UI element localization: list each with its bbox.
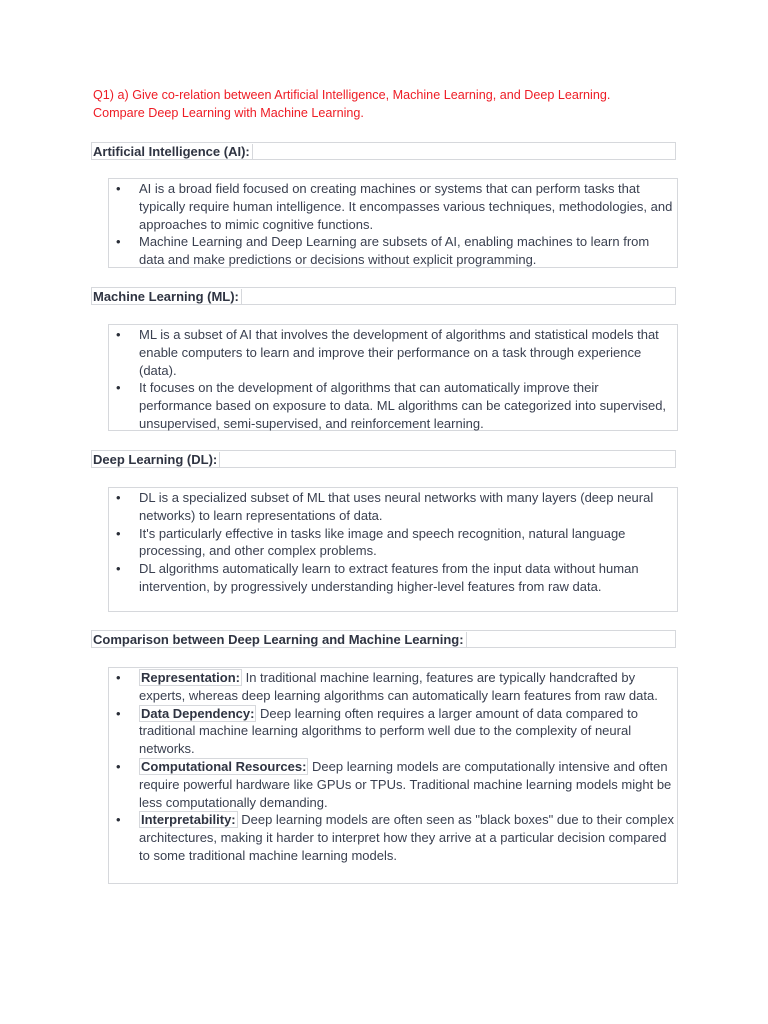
term-interpretability: Interpretability: [141,812,236,828]
list-item: • It focuses on the development of algorithms that can automatically improve their performance based on exposure to data. ML algorithms can be categorized into supervised, unsupervised, semi-supervised, and reinforcement learning. [109,379,675,432]
list-item: • It's particularly effective in tasks like image and speech recognition, natural language processing, and other complex problems. [109,525,675,561]
list-item: • DL algorithms automatically learn to extract features from the input data without human intervention, by progressively understanding higher-level features from raw data. [109,560,675,596]
list-item [109,705,675,758]
heading-ai [91,142,676,160]
list-item [109,758,675,811]
term-representation: Representation: [141,670,240,685]
list-item [109,669,675,705]
dl-bullet-box [108,487,678,612]
heading-comparison [91,630,676,648]
question-line-1: Q1) a) Give co-relation between Artificial Intelligence, Machine Learning, and Deep Learning. [93,88,611,102]
heading-dl [91,450,676,468]
desc-data-dependency: Deep learning often requires a larger amount of data compared to traditional machine learning algorithms to perform well due to the complexity of neural networks. [139,705,638,757]
heading-ml-text: Machine Learning (ML): [93,289,242,304]
desc-computational-resources: Deep learning models are computationally intensive and often require powerful hardware like GPUs or TPUs. Traditional machine learning models might be less computationally demanding. [139,758,672,810]
desc-representation: In traditional machine learning, features are typically handcrafted by experts, whereas deep learning algorithms can automatically learn features from raw data. [139,670,658,703]
term-data-dependency: Data Dependency: [141,705,255,721]
question-line-2: Compare Deep Learning with Machine Learning. [93,105,364,120]
heading-comparison-text: Comparison between Deep Learning and Machine Learning: [93,632,467,647]
desc-interpretability: Deep learning models are often seen as "black boxes" due to their complex architectures, making it harder to interpret how they arrive at a particular decision compared to some traditional machine learning models. [139,812,674,863]
heading-dl-text: Deep Learning (DL): [93,452,220,467]
list-item: • DL is a specialized subset of ML that uses neural networks with many layers (deep neural networks) to learn representations of data. [109,489,675,525]
comparison-bullet-list [109,669,675,865]
dl-bullet-list [109,489,675,596]
comparison-bullet-box [108,667,678,884]
list-item: • AI is a broad field focused on creating machines or systems that can perform tasks that typically require human intelligence. It encompasses various techniques, methodologies, and approaches to mimic cognitive functions. [109,180,675,233]
term-computational-resources: Computational Resources: [141,758,307,774]
list-item: • ML is a subset of AI that involves the development of algorithms and statistical models that enable computers to learn and improve their performance on a task through experience (data). [109,326,675,379]
ml-bullet-box [108,324,678,431]
heading-ml [91,287,676,305]
list-item: • Machine Learning and Deep Learning are subsets of AI, enabling machines to learn from data and make predictions or decisions without explicit programming. [109,233,675,269]
ai-bullet-box [108,178,678,268]
ai-bullet-list [109,180,675,269]
ml-bullet-list [109,326,675,433]
question-text [93,87,693,122]
list-item [109,811,675,864]
heading-ai-text: Artificial Intelligence (AI): [93,144,253,159]
